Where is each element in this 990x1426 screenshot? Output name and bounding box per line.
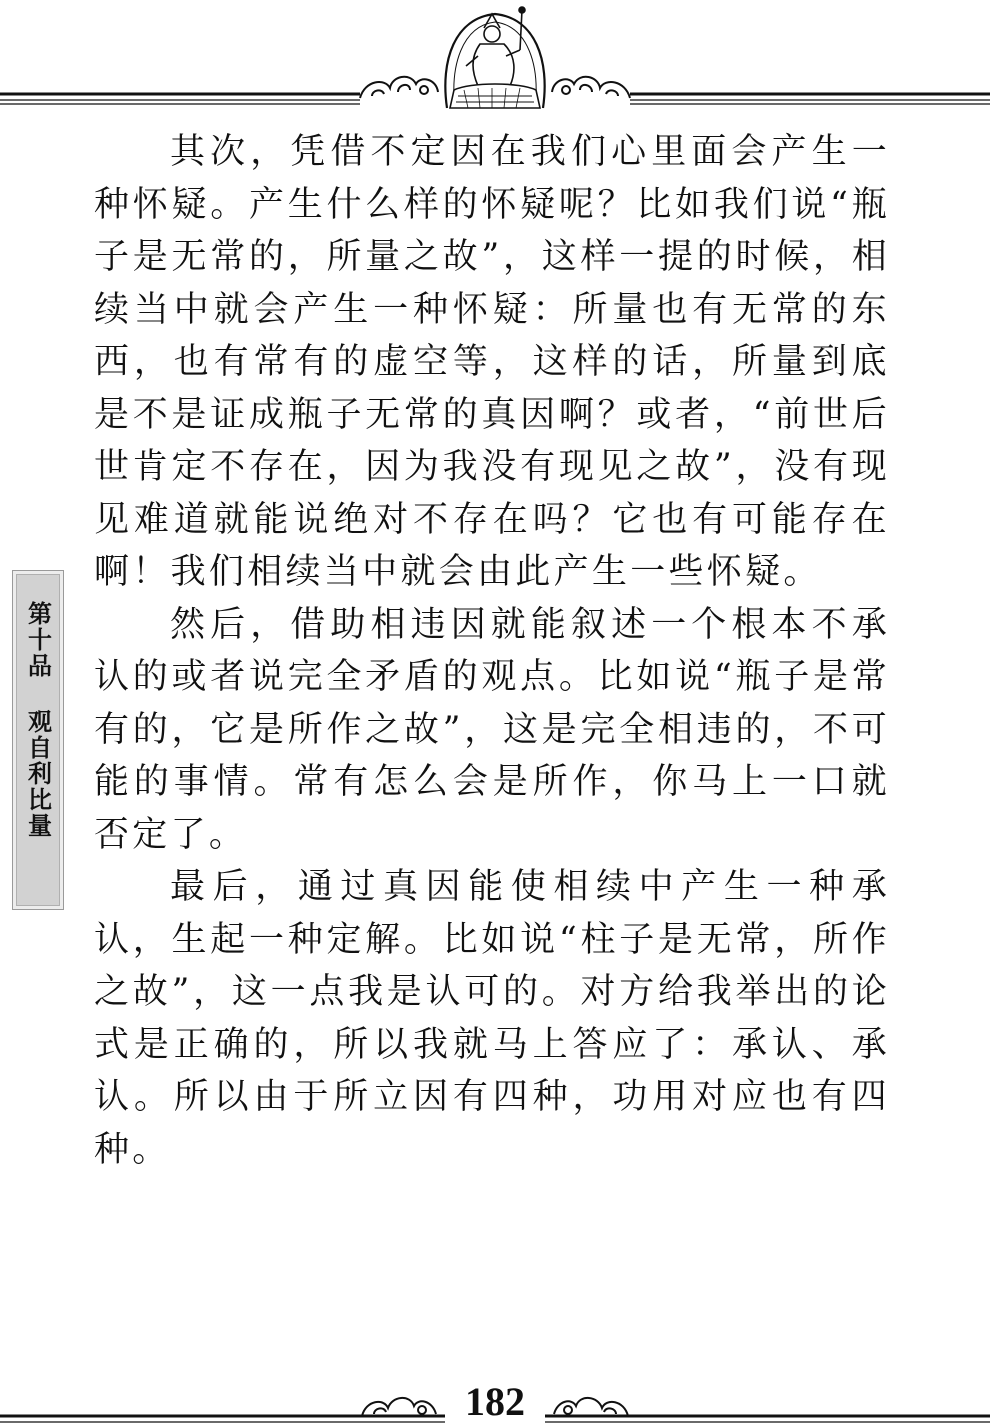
paragraph: 其次，凭借不定因在我们心里面会产生一种怀疑。产生什么样的怀疑呢？比如我们说“瓶子是无常的，所量之故”，这样一提的时候，相续当中就会产生一种怀疑：所量也有无常的东西，也有常有的虚空等，这样的话，所量到底是不是证成瓶子无常的真因啊？或者，“前世后世肯定不存在，因为我没有现见之故”，没有现见难道就能说绝对不存在吗？它也有可能存在啊！我们相续当中就会由此产生一些怀疑。 <box>94 132 890 592</box>
padmasambhava-figure-icon <box>445 7 544 108</box>
page-body <box>94 126 890 1176</box>
header-rule-lines <box>0 0 990 112</box>
page-number: 182 <box>465 1379 525 1424</box>
cloud-scroll-icon <box>554 1398 628 1416</box>
paragraph: 最后，通过真因能使相续中产生一种承认，生起一种定解。比如说“柱子是无常，所作之故”，这一点我是认可的。对方给我举出的论式是正确的，所以我就马上答应了：承认、承认。所以由于所立因有四种，功用对应也有四种。 <box>94 867 890 1170</box>
cloud-scroll-icon <box>362 1398 436 1416</box>
cloud-scroll-icon <box>552 77 630 98</box>
cloud-scroll-icon <box>360 77 438 98</box>
chapter-side-tab <box>12 570 64 910</box>
page-header-ornament <box>0 0 990 112</box>
paragraph: 然后，借助相违因就能叙述一个根本不承认的或者说完全矛盾的观点。比如说“瓶子是常有的，它是所作之故”，这是完全相违的，不可能的事情。常有怎么会是所作，你马上一口就否定了。 <box>94 604 890 855</box>
chapter-side-label: 第十品 观自利比量 <box>23 601 52 839</box>
